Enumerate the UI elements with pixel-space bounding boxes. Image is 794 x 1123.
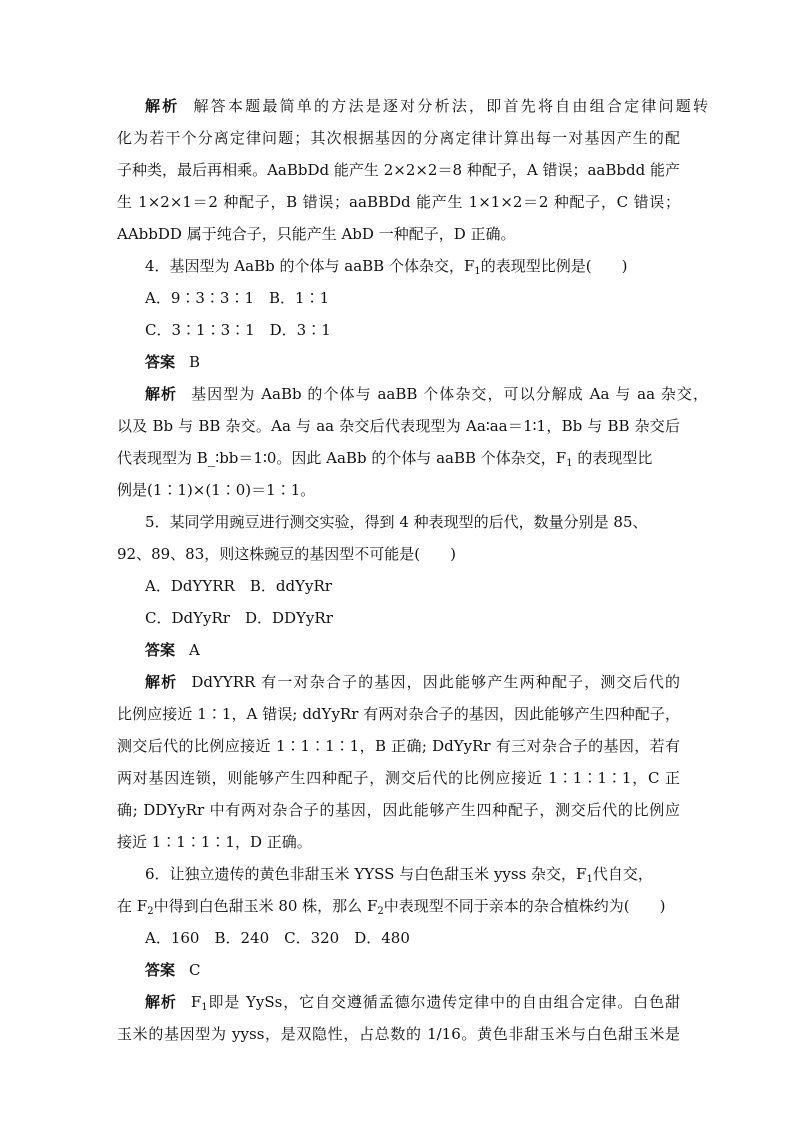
- q4-analysis-line-2: 以及 Bb 与 BB 杂交。Aa 与 aa 杂交后代表现型为 Aa∶aa＝1∶1，Bb 与 BB 杂交后: [117, 417, 680, 435]
- q6-options: A．160 B．240 C．320 D．480: [145, 929, 410, 947]
- q5-stem-line-2: 92、89、83，则这株豌豆的基因型不可能是( ): [117, 545, 456, 563]
- q5-stem-line-1: 5．某同学用豌豆进行测交实验，得到 4 种表现型的后代，数量分别是 85、: [145, 513, 648, 531]
- q6-analysis-line-2: 玉米的基因型为 yyss，是双隐性，占总数的 1/16。黄色非甜玉米与白色甜玉米是: [117, 1025, 680, 1043]
- q3-analysis-line-4: 生 1×2×1＝2 种配子，B 错误；aaBBDd 能产生 1×1×2＝2 种配子，C 错误；: [117, 193, 680, 211]
- q6-stem-line-2: 在 $F_2$中得到白色甜玉米 80 株，那么 $F_2$中表现型不同于亲本的杂合植株约为( ): [117, 897, 666, 917]
- q3-analysis-line-2: 化为若干个分离定律问题；其次根据基因的分离定律计算出每一对基因产生的配: [117, 129, 680, 147]
- q3-analysis-line-1: 解析 解答本题最简单的方法是逐对分析法，即首先将自由组合定律问题转: [145, 97, 708, 115]
- q4-options-2: C．3∶1∶3∶1 D．3∶1: [145, 321, 331, 339]
- q6-analysis-line-1: 解析 $F_1$即是 YySs，它自交遵循孟德尔遗传定律中的自由组合定律。白色甜: [145, 993, 680, 1013]
- q6-answer: 答案 C: [145, 961, 201, 979]
- q3-analysis-line-3: 子种类，最后再相乘。AaBbDd 能产生 2×2×2＝8 种配子，A 错误；aaBbdd 能产: [117, 161, 680, 179]
- q4-options-1: A．9∶3∶3∶1 B．1∶1: [145, 289, 330, 307]
- q5-analysis-line-4: 两对基因连锁，则能够产生四种配子，测交后代的比例应接近 1∶1∶1∶1，C 正: [117, 769, 680, 787]
- q5-analysis-line-5: 确; DDYyRr 中有两对杂合子的基因，因此能够产生四种配子，测交后代的比例应: [117, 801, 680, 819]
- answer-tag: 答案: [145, 961, 176, 979]
- q5-options-2: C．DdYyRr D．DDYyRr: [145, 609, 333, 627]
- q5-analysis-line-6: 接近 1∶1∶1∶1，D 正确。: [117, 833, 312, 851]
- q5-analysis-line-1: 解析 DdYYRR 有一对杂合子的基因，因此能够产生两种配子，测交后代的: [145, 673, 680, 691]
- analysis-tag: 解析: [145, 993, 177, 1011]
- q5-options-1: A．DdYYRR B．ddYyRr: [145, 577, 332, 595]
- analysis-tag: 解析: [145, 385, 178, 403]
- q4-analysis-line-4: 例是(1∶1)×(1∶0)＝1∶1。: [117, 481, 316, 499]
- q4-analysis-line-1: 解析 基因型为 AaBb 的个体与 aaBB 个体杂交，可以分解成 Aa 与 aa 杂交，: [145, 385, 708, 403]
- q5-analysis-line-3: 测交后代的比例应接近 1∶1∶1∶1，B 正确; DdYyRr 有三对杂合子的基因，若有: [117, 737, 680, 755]
- answer-tag: 答案: [145, 641, 176, 659]
- q4-analysis-line-3: 代表现型为 B_∶bb＝1∶0。因此 AaBb 的个体与 aaBB 个体杂交，$F_1$ 的表现型比: [117, 449, 653, 469]
- q5-answer: 答案 A: [145, 641, 200, 659]
- analysis-tag: 解析: [145, 673, 178, 691]
- q5-analysis-line-2: 比例应接近 1∶1，A 错误; ddYyRr 有两对杂合子的基因，因此能够产生四种配子，: [117, 705, 680, 723]
- q6-stem-line-1: 6．让独立遗传的黄色非甜玉米 YYSS 与白色甜玉米 yyss 杂交，$F_1$代自交，: [145, 865, 653, 885]
- analysis-tag: 解析: [145, 97, 180, 115]
- q4-answer: 答案 B: [145, 353, 201, 371]
- q4-stem: 4．基因型为 AaBb 的个体与 aaBB 个体杂交，$F_1$的表现型比例是( ): [145, 257, 628, 277]
- q3-analysis-line-5: AAbbDD 属于纯合子，只能产生 AbD 一种配子，D 正确。: [117, 225, 516, 243]
- answer-tag: 答案: [145, 353, 176, 371]
